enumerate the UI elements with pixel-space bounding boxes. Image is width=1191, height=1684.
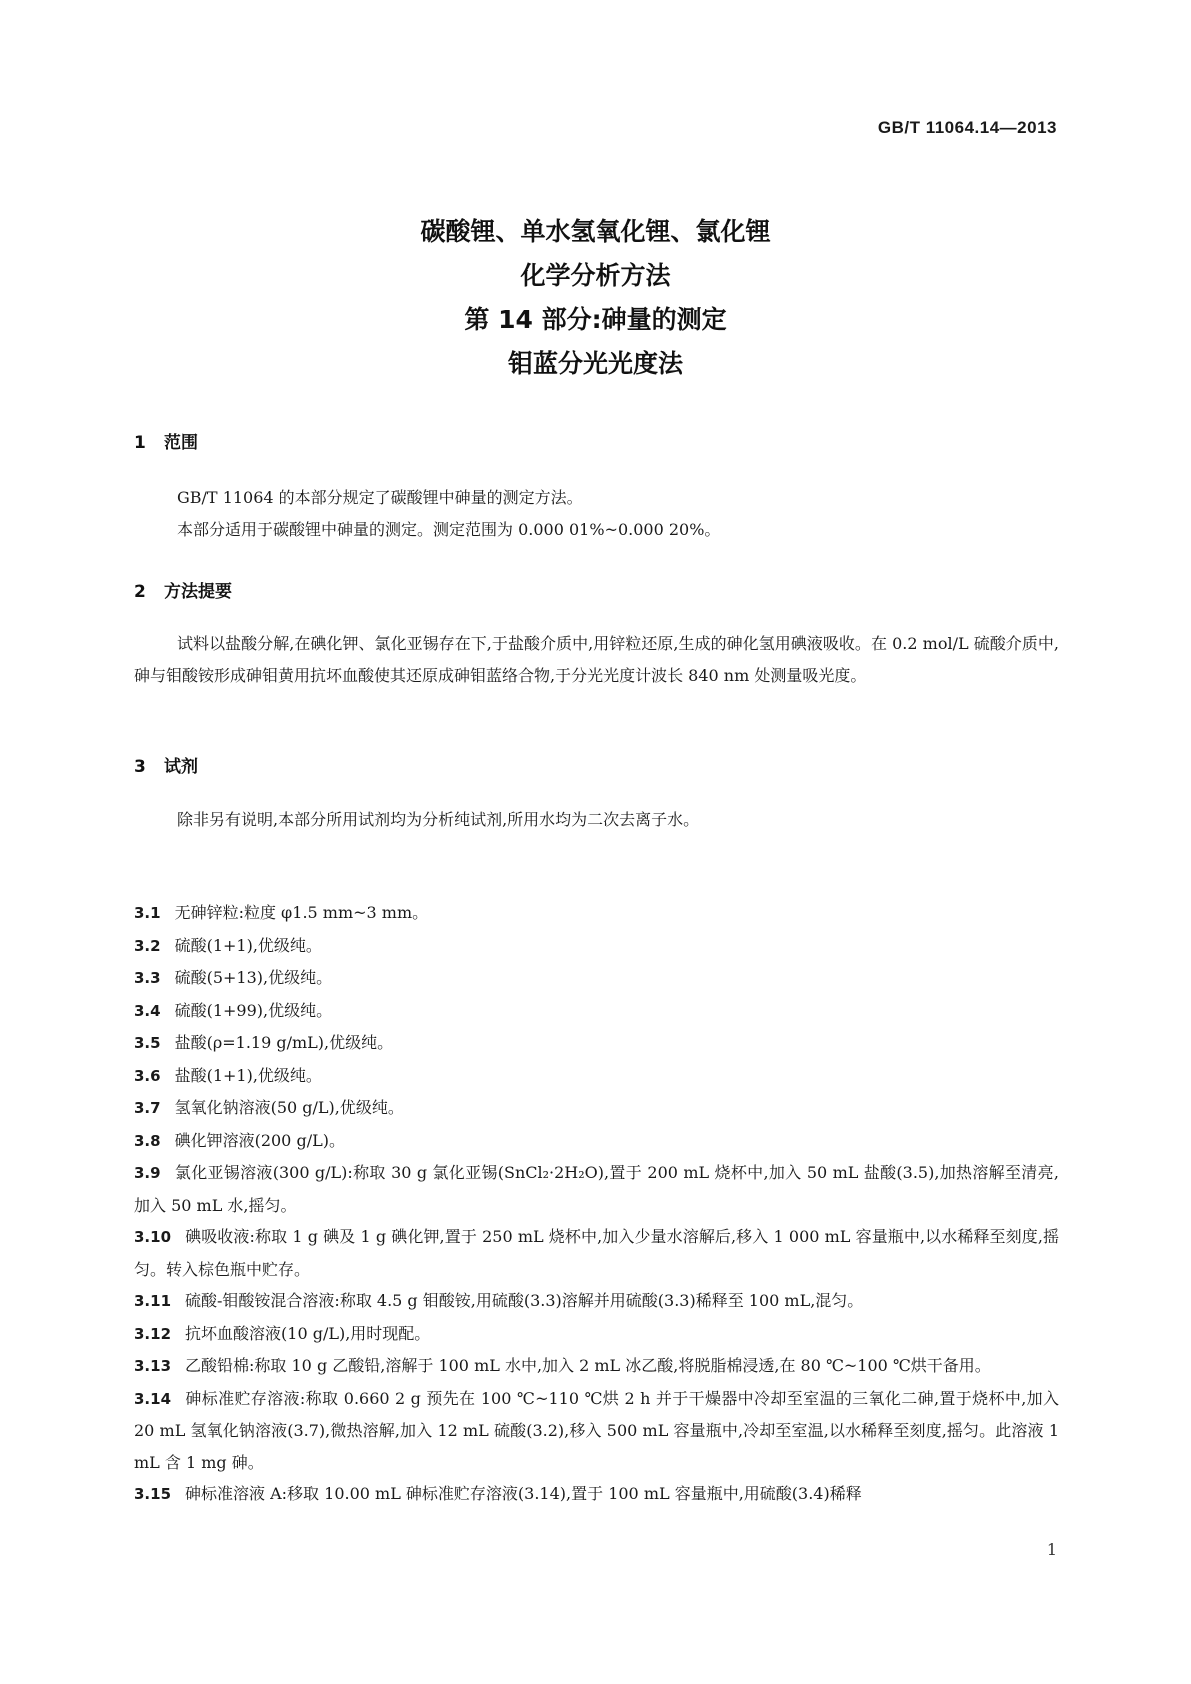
item-number: 3.12 xyxy=(134,1324,172,1343)
reagent-item-3-3 xyxy=(134,962,1059,995)
reagent-list xyxy=(134,897,1059,1511)
title-line-2: 化学分析方法 xyxy=(520,261,671,290)
reagent-item-3-15 xyxy=(134,1478,1059,1511)
section-title: 试剂 xyxy=(164,757,198,777)
reagent-item-3-10 xyxy=(134,1221,1059,1285)
reagent-item-3-8 xyxy=(134,1125,1059,1158)
section-2-body xyxy=(134,628,1059,692)
title-line-1: 碳酸锂、单水氢氧化锂、氯化锂 xyxy=(420,217,771,246)
item-number: 3.10 xyxy=(134,1228,172,1246)
item-text: 碘化钾溶液(200 g/L)。 xyxy=(174,1130,345,1150)
item-number: 3.3 xyxy=(134,969,161,987)
reagent-item-3-6 xyxy=(134,1060,1059,1093)
reagent-item-3-4 xyxy=(134,995,1059,1028)
standard-code: GB/T 11064.14—2013 xyxy=(877,118,1057,137)
title-line-3: 第 14 部分:砷量的测定 xyxy=(464,305,727,334)
section-2-heading xyxy=(134,577,232,602)
section-number: 3 xyxy=(134,757,146,777)
section-number: 2 xyxy=(134,582,146,602)
reagent-item-3-13 xyxy=(134,1350,1059,1383)
item-number: 3.14 xyxy=(134,1389,172,1408)
item-number: 3.2 xyxy=(134,936,161,955)
item-text: 砷标准贮存溶液:称取 0.660 2 g 预先在 100 ℃~110 ℃烘 2 h 并于干燥器中冷却至室温的三氧化二砷,置于烧杯中,加入 20 mL 氢氧化钠溶液(3.7),微热溶解,加入 12 mL 硫酸(3.2),移入 500 mL 容量瓶中,冷却至室温,以水稀释至刻度,摇匀。此溶液 1 mL 含 1 mg 砷。 xyxy=(134,1388,1059,1472)
paragraph: 试料以盐酸分解,在碘化钾、氯化亚锡存在下,于盐酸介质中,用锌粒还原,生成的砷化氢用碘液吸收。在 0.2 mol/L 硫酸介质中,砷与钼酸铵形成砷钼黄用抗坏血酸使其还原成砷钼蓝络合物,于分光光度计波长 840 nm 处测量吸光度。 xyxy=(134,634,1059,685)
reagent-item-3-7 xyxy=(134,1092,1059,1125)
paragraph: GB/T 11064 的本部分规定了碳酸锂中砷量的测定方法。 xyxy=(177,488,583,507)
item-number: 3.7 xyxy=(134,1099,161,1117)
item-number: 3.4 xyxy=(134,1001,161,1020)
item-number: 3.9 xyxy=(134,1164,161,1182)
reagent-item-3-2 xyxy=(134,930,1059,963)
item-number: 3.8 xyxy=(134,1131,161,1150)
item-number: 3.11 xyxy=(134,1292,172,1310)
reagent-item-3-12 xyxy=(134,1318,1059,1351)
section-1-heading xyxy=(134,428,198,453)
item-text: 碘吸收液:称取 1 g 碘及 1 g 碘化钾,置于 250 mL 烧杯中,加入少量水溶解后,移入 1 000 mL 容量瓶中,以水稀释至刻度,摇匀。转入棕色瓶中贮存。 xyxy=(134,1227,1059,1279)
item-text: 氯化亚锡溶液(300 g/L):称取 30 g 氯化亚锡(SnCl₂·2H₂O),置于 200 mL 烧杯中,加入 50 mL 盐酸(3.5),加热溶解至清亮,加入 50 mL 水,摇匀。 xyxy=(134,1163,1059,1215)
paragraph: 除非另有说明,本部分所用试剂均为分析纯试剂,所用水均为二次去离子水。 xyxy=(177,810,700,829)
section-title: 方法提要 xyxy=(164,582,232,602)
item-text: 硫酸-钼酸铵混合溶液:称取 4.5 g 钼酸铵,用硫酸(3.3)溶解并用硫酸(3.3)稀释至 100 mL,混匀。 xyxy=(185,1291,864,1310)
item-text: 抗坏血酸溶液(10 g/L),用时现配。 xyxy=(185,1323,431,1343)
section-number: 1 xyxy=(134,433,146,453)
item-text: 氢氧化钠溶液(50 g/L),优级纯。 xyxy=(174,1098,404,1117)
paragraph: 本部分适用于碳酸锂中砷量的测定。测定范围为 0.000 01%~0.000 20%。 xyxy=(177,520,721,539)
item-text: 硫酸(1+99),优级纯。 xyxy=(174,1000,333,1020)
reagent-item-3-14 xyxy=(134,1383,1059,1479)
page-number: 1 xyxy=(1046,1540,1057,1559)
item-number: 3.15 xyxy=(134,1485,172,1503)
item-text: 盐酸(1+1),优级纯。 xyxy=(174,1065,322,1085)
reagent-item-3-1 xyxy=(134,897,1059,930)
item-text: 硫酸(1+1),优级纯。 xyxy=(174,935,322,955)
reagent-item-3-9 xyxy=(134,1157,1059,1221)
item-text: 砷标准溶液 A:移取 10.00 mL 砷标准贮存溶液(3.14),置于 100 mL 容量瓶中,用硫酸(3.4)稀释 xyxy=(185,1484,862,1503)
document-title xyxy=(0,210,1191,386)
reagent-item-3-5 xyxy=(134,1027,1059,1060)
section-3-heading xyxy=(134,752,198,777)
item-text: 无砷锌粒:粒度 φ1.5 mm~3 mm。 xyxy=(174,903,429,922)
item-number: 3.5 xyxy=(134,1034,161,1052)
item-text: 盐酸(ρ=1.19 g/mL),优级纯。 xyxy=(174,1033,394,1052)
section-title: 范围 xyxy=(164,433,198,453)
reagent-item-3-11 xyxy=(134,1285,1059,1318)
item-text: 硫酸(5+13),优级纯。 xyxy=(174,968,333,987)
item-number: 3.6 xyxy=(134,1066,161,1085)
title-line-4: 钼蓝分光光度法 xyxy=(507,349,683,378)
section-3-body xyxy=(134,804,1059,836)
item-number: 3.1 xyxy=(134,904,161,922)
item-text: 乙酸铅棉:称取 10 g 乙酸铅,溶解于 100 mL 水中,加入 2 mL 冰乙酸,将脱脂棉浸透,在 80 ℃~100 ℃烘干备用。 xyxy=(185,1356,991,1375)
section-1-body xyxy=(134,482,1059,546)
item-number: 3.13 xyxy=(134,1357,172,1375)
